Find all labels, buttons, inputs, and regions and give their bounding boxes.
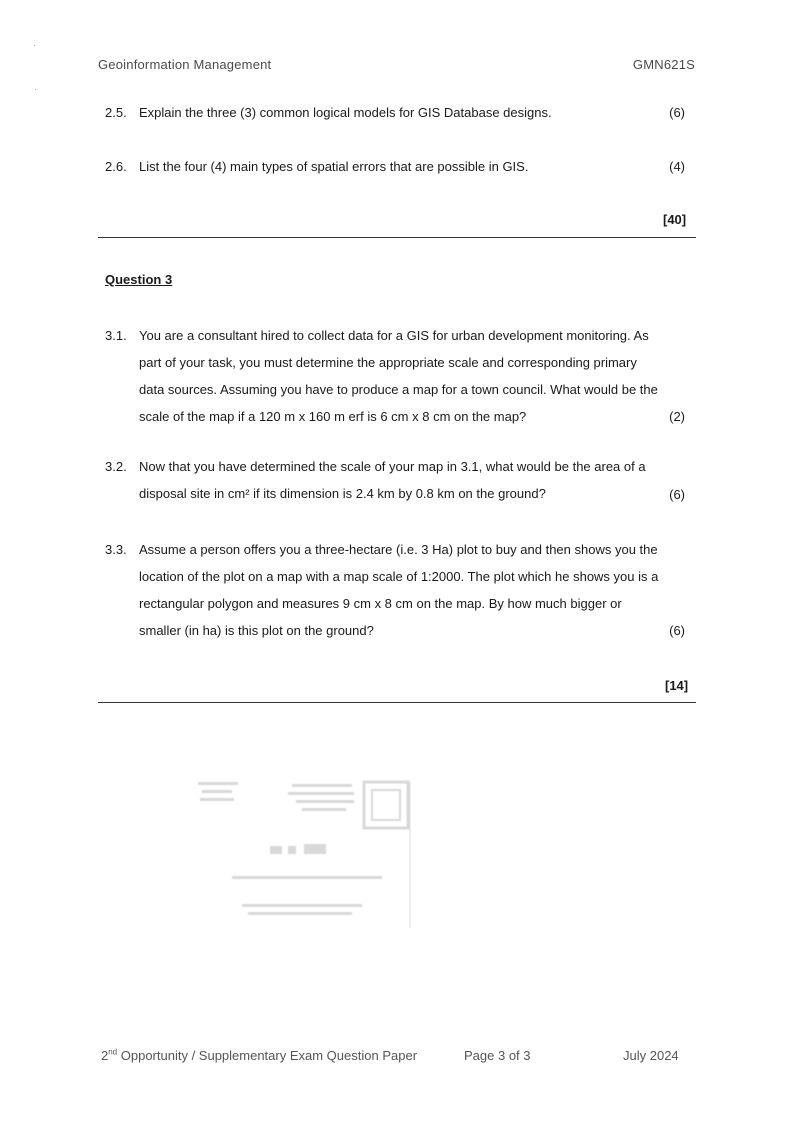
question-marks: (2) <box>669 409 685 424</box>
footer-exam-type <box>101 1048 417 1063</box>
footer-ordinal-suffix: nd <box>108 1047 118 1057</box>
footer-ordinal: 2 <box>101 1048 109 1063</box>
section-2-total: [40] <box>663 212 687 227</box>
question-text: List the four (4) main types of spatial errors that are possible in GIS. <box>139 159 529 174</box>
question-marks: (6) <box>669 105 685 120</box>
question-number: 3.3. <box>105 542 127 557</box>
question-text: Explain the three (3) common logical models for GIS Database designs. <box>139 105 552 120</box>
footer-date: July 2024 <box>623 1048 679 1063</box>
faded-stamp <box>192 772 416 932</box>
scan-mark: · <box>33 40 36 50</box>
footer-exam-label: Opportunity / Supplementary Exam Question Paper <box>117 1048 418 1063</box>
question-number: 3.1. <box>105 328 127 343</box>
question-marks: (6) <box>669 623 685 638</box>
question-marks: (4) <box>669 159 685 174</box>
scan-mark: · <box>34 84 37 94</box>
question-number: 2.5. <box>105 105 127 120</box>
question-3-1 <box>105 322 685 432</box>
divider-rule <box>98 237 696 238</box>
question-3-3 <box>105 536 685 646</box>
header-course-name: Geoinformation Management <box>98 57 272 72</box>
question-text: Now that you have determined the scale of your map in 3.1, what would be the area of a disposal site in cm² if its dimension is 2.4 km by 0.8 km on the ground? <box>139 459 646 501</box>
stamp-graphic <box>192 772 416 932</box>
question-number: 2.6. <box>105 159 127 174</box>
section-heading: Question 3 <box>105 272 173 287</box>
section-3-total: [14] <box>665 678 689 693</box>
question-3-2 <box>105 453 685 509</box>
header-course-code: GMN621S <box>632 57 695 72</box>
divider-rule <box>98 702 696 703</box>
question-text: You are a consultant hired to collect data for a GIS for urban development monitoring. As part of your task, you must determine the appropriate scale and corresponding primary data sources. Assuming you have to produce a map for a town council. What would be the scale of the map if a 120 m x 160 m erf is 6 cm x 8 cm on the map? <box>139 328 658 424</box>
question-number: 3.2. <box>105 459 127 474</box>
question-text: Assume a person offers you a three-hectare (i.e. 3 Ha) plot to buy and then shows you the location of the plot on a map with a map scale of 1:2000. The plot which he shows you is a rectangular polygon and measures 9 cm x 8 cm on the map. By how much bigger or smaller (in ha) is this plot on the ground? <box>139 542 659 638</box>
footer-page-number: Page 3 of 3 <box>464 1048 531 1063</box>
question-marks: (6) <box>669 487 685 502</box>
